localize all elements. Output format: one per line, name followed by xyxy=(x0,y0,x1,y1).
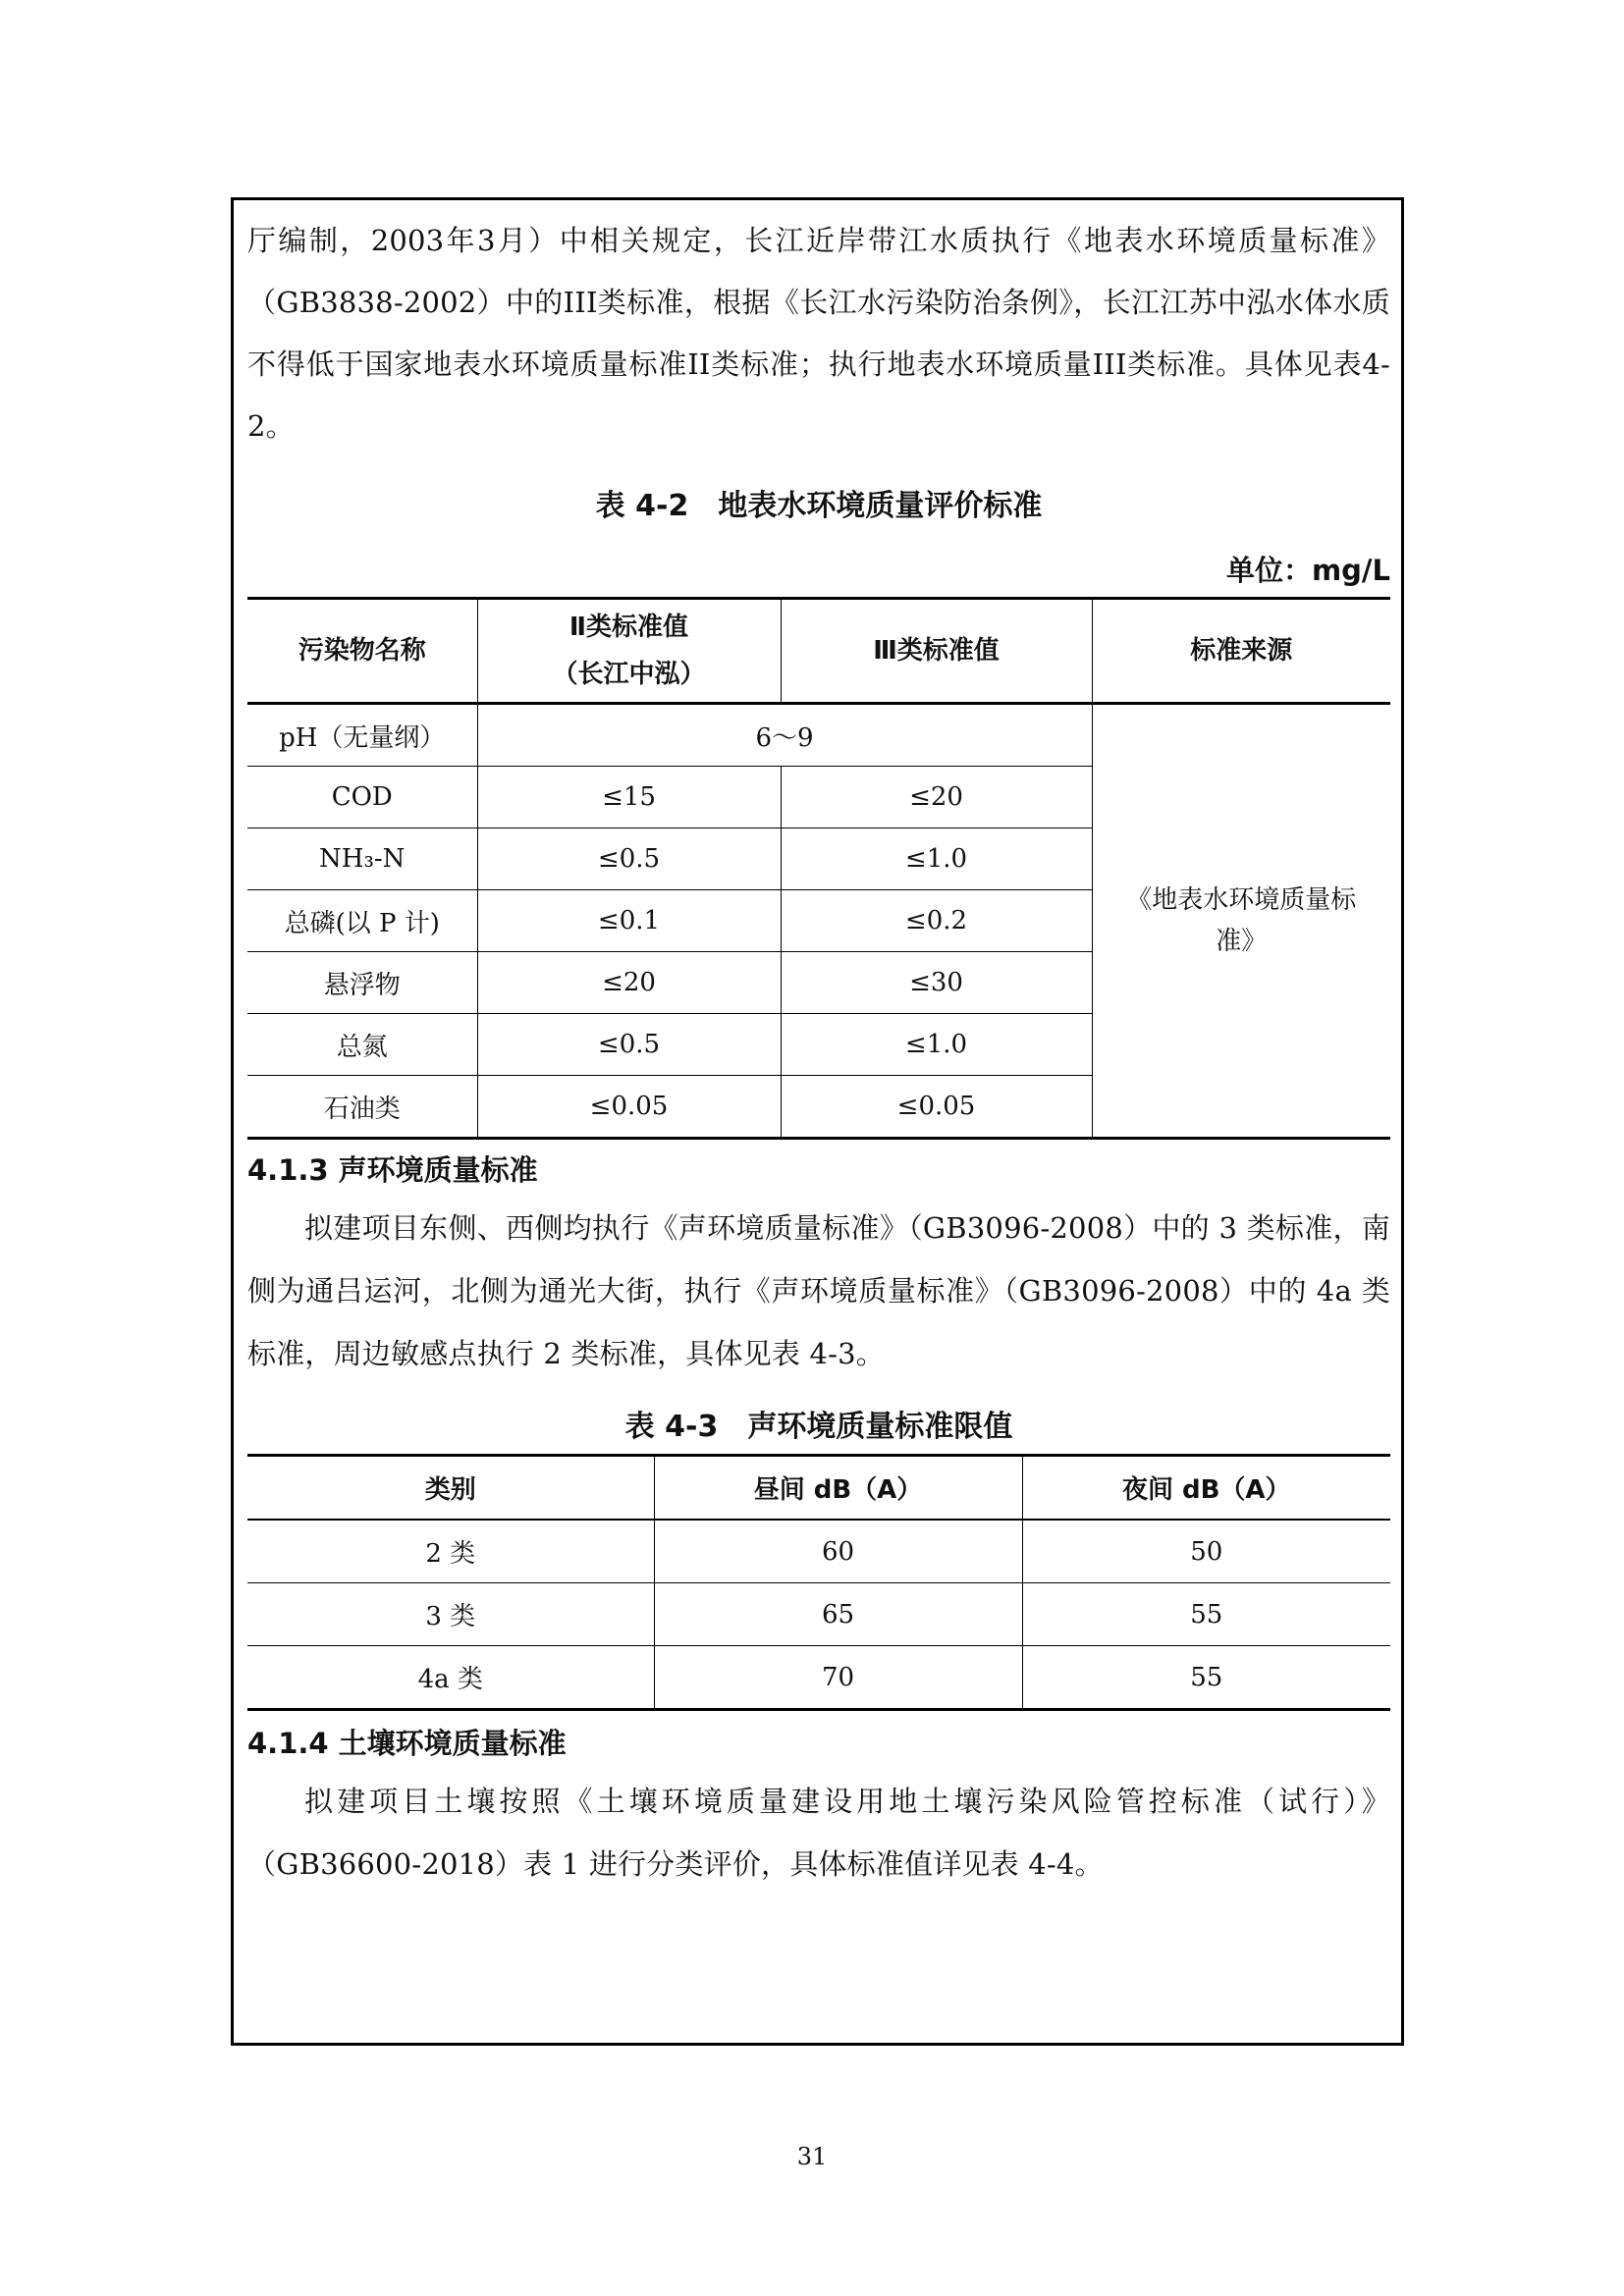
header-category: 类别 xyxy=(247,1456,654,1521)
class2-value: ≤0.5 xyxy=(477,1014,781,1076)
intro-paragraph: 厅编制，2003年3月）中相关规定，长江近岸带江水质执行《地表水环境质量标准》（GB3838-2002）中的III类标准，根据《长江水污染防治条例》，长江江苏中泓水体水质不得低于国家地表水环境质量标准II类标准；执行地表水环境质量III类标准。具体见表4-2。 xyxy=(247,224,1390,443)
section-4-1-4-paragraph: 拟建项目土壤按照《土壤环境质量建设用地土壤污染风险管控标准（试行）》（GB36600-2018）表 1 进行分类评价，具体标准值详见表 4-4。 xyxy=(247,1785,1390,1881)
day-value: 70 xyxy=(654,1646,1022,1710)
section-4-1-4-heading: 4.1.4 土壤环境质量标准 xyxy=(247,1727,567,1760)
table-header-row xyxy=(247,599,1390,704)
table-4-3 xyxy=(247,1454,1390,1711)
header-day: 昼间 dB（A） xyxy=(654,1456,1022,1521)
pollutant-name: 总氮 xyxy=(247,1014,477,1076)
category: 4a 类 xyxy=(247,1646,654,1710)
header-class2-line1: Ⅱ类标准值 xyxy=(568,613,689,642)
class2-value: ≤0.1 xyxy=(477,890,781,952)
ph-range: 6～9 xyxy=(477,704,1092,767)
class3-value: ≤1.0 xyxy=(781,828,1092,890)
content-inner xyxy=(247,210,1390,1896)
category: 3 类 xyxy=(247,1583,654,1646)
table-row xyxy=(247,1520,1390,1583)
table-4-2-caption: 表 4-2 地表水环境质量评价标准 xyxy=(595,489,1043,523)
class2-value: ≤15 xyxy=(477,767,781,828)
table-4-3-caption: 表 4-3 声环境质量标准限值 xyxy=(624,1410,1013,1444)
standard-source: 《地表水环境质量标准》 xyxy=(1092,704,1390,1139)
pollutant-name: 总磷(以 P 计) xyxy=(247,890,477,952)
pollutant-name: pH（无量纲） xyxy=(247,704,477,767)
night-value: 55 xyxy=(1022,1583,1390,1646)
content-frame xyxy=(231,197,1404,2046)
table-row xyxy=(247,704,1390,767)
day-value: 65 xyxy=(654,1583,1022,1646)
section-4-1-3-paragraph: 拟建项目东侧、西侧均执行《声环境质量标准》（GB3096-2008）中的 3 类标准，南侧为通吕运河，北侧为通光大街，执行《声环境质量标准》（GB3096-2008）中的 4a 类标准，周边敏感点执行 2 类标准，具体见表 4-3。 xyxy=(247,1211,1390,1370)
pollutant-name: 悬浮物 xyxy=(247,952,477,1014)
table-header-row xyxy=(247,1456,1390,1521)
class3-value: ≤30 xyxy=(781,952,1092,1014)
pollutant-name: NH₃-N xyxy=(247,828,477,890)
class3-value: ≤0.2 xyxy=(781,890,1092,952)
table-row xyxy=(247,1583,1390,1646)
class2-value: ≤20 xyxy=(477,952,781,1014)
table-4-2-unit: 单位：mg/L xyxy=(1225,554,1390,587)
class3-value: ≤0.05 xyxy=(781,1076,1092,1139)
header-class2-line2: （长江中泓） xyxy=(552,660,706,689)
night-value: 50 xyxy=(1022,1520,1390,1583)
page-number: 31 xyxy=(796,2143,828,2170)
class2-value: ≤0.5 xyxy=(477,828,781,890)
pollutant-name: 石油类 xyxy=(247,1076,477,1139)
day-value: 60 xyxy=(654,1520,1022,1583)
category: 2 类 xyxy=(247,1520,654,1583)
night-value: 55 xyxy=(1022,1646,1390,1710)
header-class2 xyxy=(477,599,781,704)
header-class3: Ⅲ类标准值 xyxy=(781,599,1092,704)
header-pollutant-name: 污染物名称 xyxy=(247,599,477,704)
section-4-1-3-heading: 4.1.3 声环境质量标准 xyxy=(247,1153,538,1187)
class3-value: ≤20 xyxy=(781,767,1092,828)
class3-value: ≤1.0 xyxy=(781,1014,1092,1076)
pollutant-name: COD xyxy=(247,767,477,828)
class2-value: ≤0.05 xyxy=(477,1076,781,1139)
table-4-2 xyxy=(247,597,1390,1140)
header-source: 标准来源 xyxy=(1092,599,1390,704)
header-night: 夜间 dB（A） xyxy=(1022,1456,1390,1521)
table-row xyxy=(247,1646,1390,1710)
